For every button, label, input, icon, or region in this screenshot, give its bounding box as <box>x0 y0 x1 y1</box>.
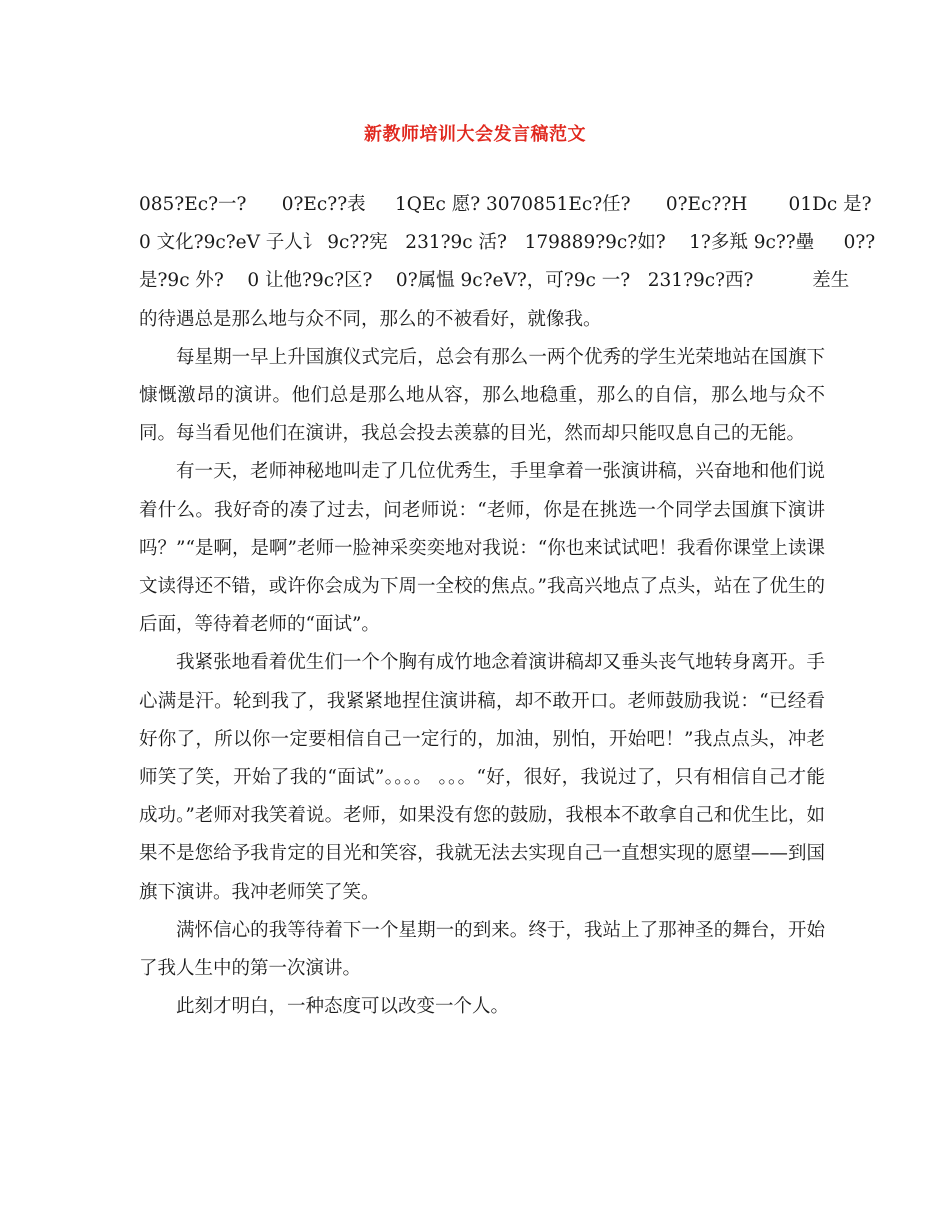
garbled-line-2: 0 文化?9c?eV 子人讠 9c??宪 231?9c 活? 179889?9c?如? 1?多羝 9c??壘 0?? <box>139 232 876 254</box>
document-body <box>139 186 876 1026</box>
paragraph-2: 每星期一早上升国旗仪式完后，总会有那么一两个优秀的学生光荣地站在国旗下慷慨激昂的演讲。他们总是那么地从容，那么地稳重，那么的自信，那么地与众不同。每当看见他们在演讲，我总会投去羡慕的目光，然而却只能叹息自己的无能。 <box>139 346 825 445</box>
paragraph-5: 满怀信心的我等待着下一个星期一的到来。终于，我站上了那神圣的舞台，开始了我人生中的第一次演讲。 <box>139 919 825 980</box>
paragraph-1: 的待遇总是那么地与众不同，那么的不被看好，就像我。 <box>139 308 602 330</box>
garbled-line-1: 085?Ec?一? 0?Ec??表 1QEc 愿? 3070851Ec?任? 0?Ec??H 01Dc 是? <box>139 194 872 215</box>
paragraph-3: 有一天，老师神秘地叫走了几位优秀生，手里拿着一张演讲稿，兴奋地和他们说着什么。我好奇的凑了过去，问老师说：“老师，你是在挑选一个同学去国旗下演讲吗？”“是啊，是啊”老师一脸神采奕奕地对我说：“你也来试试吧！我看你课堂上读课文读得还不错，或许你会成为下周一全校的焦点。”我高兴地点了点头，站在了优生的后面，等待着老师的“面试”。 <box>139 461 825 636</box>
garbled-line-3: 是?9c 外? 0 让他?9c?区? 0?属愠 9c?eV?，可?9c 一? 231?9c?西? 差生 <box>139 270 850 292</box>
paragraph-6: 此刻才明白，一种态度可以改变一个人。 <box>176 996 510 1018</box>
paragraph-4: 我紧张地看着优生们一个个胸有成竹地念着演讲稿却又垂头丧气地转身离开。手心满是汗。轮到我了，我紧紧地捏住演讲稿，却不敢开口。老师鼓励我说：“已经看好你了，所以你一定要相信自己一定行的，加油，别怕，开始吧！”我点点头，冲老师笑了笑，开始了我的“面试”。。。。 。。。“好，很好，我说过了，只有相信自己才能成功。”老师对我笑着说。老师，如果没有您的鼓励，我根本不敢拿自己和优生比，如果不是您给予我肯定的目光和笑容，我就无法去实现自己一直想实现的愿望——到国旗下演讲。我冲老师笑了笑。 <box>139 652 825 903</box>
document-title: 新教师培训大会发言稿范文 <box>364 124 586 145</box>
